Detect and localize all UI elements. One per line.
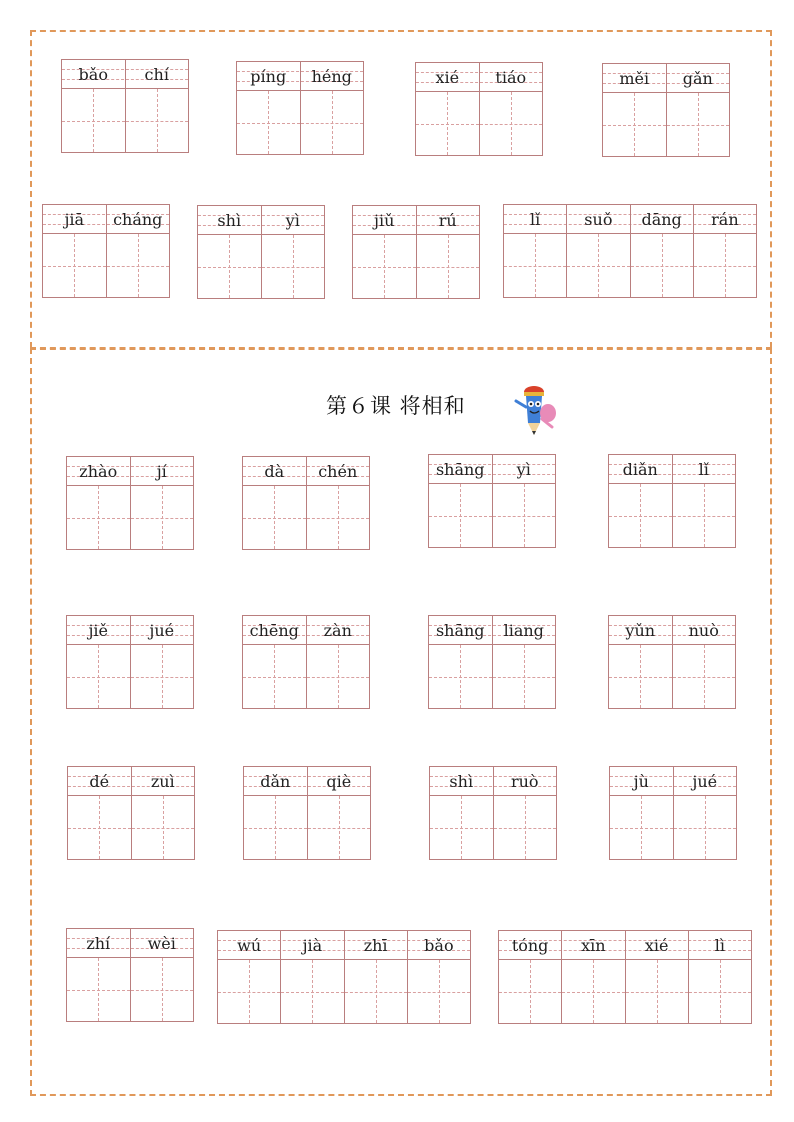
character-writing-row <box>66 645 194 709</box>
pinyin-word-group <box>67 766 195 860</box>
tianzige-writing-cell[interactable] <box>603 93 666 156</box>
tianzige-writing-cell[interactable] <box>237 91 300 154</box>
tianzige-writing-cell[interactable] <box>504 234 566 297</box>
tianzige-writing-cell[interactable] <box>673 796 737 859</box>
tianzige-writing-cell[interactable] <box>130 958 194 1021</box>
character-writing-row <box>66 958 194 1022</box>
pinyin-syllable: píng <box>250 67 287 86</box>
pinyin-syllable: shāng <box>435 621 485 640</box>
pinyin-syllable: gǎn <box>666 64 730 92</box>
pinyin-word-group <box>608 615 736 709</box>
pinyin-syllable: dǎn <box>260 772 291 791</box>
pinyin-syllable: xié <box>625 931 688 959</box>
pinyin-row <box>242 456 370 486</box>
character-writing-row <box>242 486 370 550</box>
pinyin-row <box>608 454 736 484</box>
tianzige-writing-cell[interactable] <box>218 960 280 1023</box>
tianzige-writing-cell[interactable] <box>306 645 370 708</box>
pinyin-row <box>428 454 556 484</box>
pinyin-syllable: héng <box>300 62 364 90</box>
tianzige-writing-cell[interactable] <box>261 235 325 298</box>
tianzige-writing-cell[interactable] <box>344 960 407 1023</box>
pinyin-word-group <box>602 63 730 157</box>
tianzige-writing-cell[interactable] <box>416 235 480 298</box>
pinyin-syllable: bǎo <box>78 65 108 84</box>
pinyin-word-group <box>242 456 370 550</box>
pinyin-syllable: zàn <box>306 616 370 644</box>
pinyin-row <box>42 204 170 234</box>
pinyin-syllable: rú <box>416 206 480 234</box>
pinyin-syllable: měi <box>619 69 650 88</box>
pinyin-syllable: dé <box>89 772 110 791</box>
pinyin-syllable: shì <box>217 211 242 230</box>
pinyin-row <box>66 615 194 645</box>
pinyin-syllable: jiǔ <box>374 211 395 230</box>
character-writing-row <box>608 645 736 709</box>
tianzige-writing-cell[interactable] <box>666 93 730 156</box>
pinyin-syllable: tóng <box>511 936 549 955</box>
pinyin-row <box>236 61 364 91</box>
pinyin-word-group <box>415 62 543 156</box>
pinyin-syllable: jué <box>130 616 194 644</box>
pinyin-syllable: yì <box>492 455 556 483</box>
tianzige-writing-cell[interactable] <box>672 484 736 547</box>
pinyin-syllable: dāng <box>630 205 693 233</box>
pinyin-row <box>503 204 757 234</box>
pinyin-row <box>242 615 370 645</box>
pinyin-word-group <box>42 204 170 298</box>
tianzige-writing-cell[interactable] <box>693 234 756 297</box>
pinyin-syllable: yǔn <box>625 621 656 640</box>
pinyin-row <box>243 766 371 796</box>
tianzige-writing-cell[interactable] <box>610 796 673 859</box>
pinyin-syllable: diǎn <box>622 460 658 479</box>
tianzige-writing-cell[interactable] <box>300 91 364 154</box>
tianzige-writing-cell[interactable] <box>493 796 557 859</box>
pinyin-syllable: qiè <box>307 767 371 795</box>
character-writing-row <box>243 796 371 860</box>
pinyin-syllable: bǎo <box>407 931 470 959</box>
character-writing-row <box>609 796 737 860</box>
pinyin-syllable: yì <box>261 206 325 234</box>
pinyin-syllable: zhào <box>79 462 118 481</box>
tianzige-writing-cell[interactable] <box>67 958 130 1021</box>
pinyin-row <box>415 62 543 92</box>
pinyin-row <box>602 63 730 93</box>
pinyin-syllable: jí <box>130 457 194 485</box>
pinyin-syllable: wèi <box>130 929 194 957</box>
tianzige-writing-cell[interactable] <box>609 484 672 547</box>
tianzige-writing-cell[interactable] <box>407 960 470 1023</box>
pinyin-syllable: jià <box>280 931 343 959</box>
tianzige-writing-cell[interactable] <box>125 89 189 152</box>
character-writing-row <box>415 92 543 156</box>
tianzige-writing-cell[interactable] <box>479 92 543 155</box>
character-writing-row <box>602 93 730 157</box>
pinyin-word-group <box>352 205 480 299</box>
pinyin-row <box>61 59 189 89</box>
pinyin-syllable: nuò <box>672 616 736 644</box>
pinyin-syllable: liang <box>492 616 556 644</box>
pinyin-row <box>197 205 325 235</box>
pinyin-syllable: chén <box>306 457 370 485</box>
tianzige-writing-cell[interactable] <box>43 234 106 297</box>
pinyin-word-group <box>217 930 471 1024</box>
pinyin-word-group <box>66 928 194 1022</box>
tianzige-writing-cell[interactable] <box>688 960 751 1023</box>
tianzige-writing-cell[interactable] <box>130 645 194 708</box>
pinyin-syllable: jù <box>633 772 649 791</box>
character-writing-row <box>428 645 556 709</box>
pinyin-syllable: lì <box>688 931 751 959</box>
tianzige-writing-cell[interactable] <box>609 645 672 708</box>
pinyin-syllable: jiě <box>88 621 109 640</box>
pinyin-word-group <box>66 615 194 709</box>
pinyin-syllable: shì <box>449 772 474 791</box>
tianzige-writing-cell[interactable] <box>280 960 343 1023</box>
pinyin-syllable: tiáo <box>479 63 543 91</box>
pinyin-row <box>66 456 194 486</box>
tianzige-writing-cell[interactable] <box>429 645 492 708</box>
character-writing-row <box>236 91 364 155</box>
pinyin-word-group <box>608 454 736 548</box>
pinyin-word-group <box>197 205 325 299</box>
pinyin-word-group <box>66 456 194 550</box>
pinyin-syllable: cháng <box>106 205 170 233</box>
pinyin-word-group <box>498 930 752 1024</box>
character-writing-row <box>428 484 556 548</box>
pinyin-row <box>428 615 556 645</box>
character-writing-row <box>352 235 480 299</box>
tianzige-writing-cell[interactable] <box>67 486 130 549</box>
tianzige-writing-cell[interactable] <box>67 645 130 708</box>
pinyin-row <box>608 615 736 645</box>
pinyin-syllable: xié <box>435 68 460 87</box>
pinyin-row <box>609 766 737 796</box>
pinyin-row <box>429 766 557 796</box>
pinyin-syllable: shāng <box>435 460 485 479</box>
pinyin-syllable: jiā <box>64 210 85 229</box>
pinyin-row <box>67 766 195 796</box>
pinyin-word-group <box>429 766 557 860</box>
tianzige-writing-cell[interactable] <box>625 960 688 1023</box>
pinyin-word-group <box>61 59 189 153</box>
character-writing-row <box>42 234 170 298</box>
character-writing-row <box>503 234 757 298</box>
pinyin-syllable: jué <box>673 767 737 795</box>
pinyin-syllable: zuì <box>131 767 195 795</box>
tianzige-writing-cell[interactable] <box>106 234 170 297</box>
tianzige-writing-cell[interactable] <box>630 234 693 297</box>
pinyin-word-group <box>428 615 556 709</box>
pinyin-word-group <box>503 204 757 298</box>
character-writing-row <box>608 484 736 548</box>
character-writing-row <box>498 960 752 1024</box>
character-writing-row <box>66 486 194 550</box>
pinyin-word-group <box>609 766 737 860</box>
tianzige-writing-cell[interactable] <box>131 796 195 859</box>
tianzige-writing-cell[interactable] <box>244 796 307 859</box>
tianzige-writing-cell[interactable] <box>307 796 371 859</box>
tianzige-writing-cell[interactable] <box>68 796 131 859</box>
pinyin-syllable: ruò <box>493 767 557 795</box>
character-writing-row <box>67 796 195 860</box>
pinyin-syllable: lǐ <box>530 210 541 229</box>
tianzige-writing-cell[interactable] <box>492 645 556 708</box>
tianzige-writing-cell[interactable] <box>429 484 492 547</box>
pinyin-syllable: lǐ <box>672 455 736 483</box>
tianzige-writing-cell[interactable] <box>672 645 736 708</box>
pinyin-row <box>352 205 480 235</box>
pinyin-syllable: chēng <box>249 621 299 640</box>
tianzige-writing-cell[interactable] <box>561 960 624 1023</box>
tianzige-writing-cell[interactable] <box>62 89 125 152</box>
pinyin-row <box>66 928 194 958</box>
tianzige-writing-cell[interactable] <box>130 486 194 549</box>
pinyin-syllable: zhí <box>86 934 111 953</box>
tianzige-writing-cell[interactable] <box>353 235 416 298</box>
pinyin-word-group <box>236 61 364 155</box>
tianzige-writing-cell[interactable] <box>243 645 306 708</box>
pinyin-word-group <box>243 766 371 860</box>
lesson-title: 第６课 将相和 <box>326 394 466 418</box>
pinyin-word-group <box>242 615 370 709</box>
tianzige-writing-cell[interactable] <box>243 486 306 549</box>
tianzige-writing-cell[interactable] <box>416 92 479 155</box>
pinyin-row <box>217 930 471 960</box>
tianzige-writing-cell[interactable] <box>306 486 370 549</box>
pencil-mascot-icon <box>510 383 562 443</box>
character-writing-row <box>197 235 325 299</box>
pinyin-row <box>498 930 752 960</box>
character-writing-row <box>217 960 471 1024</box>
tianzige-writing-cell[interactable] <box>499 960 561 1023</box>
pinyin-syllable: suǒ <box>566 205 629 233</box>
pinyin-syllable: rán <box>693 205 756 233</box>
pinyin-syllable: chí <box>125 60 189 88</box>
pinyin-syllable: dà <box>264 462 285 481</box>
tianzige-writing-cell[interactable] <box>430 796 493 859</box>
pinyin-syllable: wú <box>237 936 262 955</box>
character-writing-row <box>61 89 189 153</box>
pinyin-word-group <box>428 454 556 548</box>
character-writing-row <box>429 796 557 860</box>
character-writing-row <box>242 645 370 709</box>
tianzige-writing-cell[interactable] <box>566 234 629 297</box>
pinyin-syllable: xīn <box>561 931 624 959</box>
pinyin-syllable: zhī <box>344 931 407 959</box>
tianzige-writing-cell[interactable] <box>198 235 261 298</box>
tianzige-writing-cell[interactable] <box>492 484 556 547</box>
